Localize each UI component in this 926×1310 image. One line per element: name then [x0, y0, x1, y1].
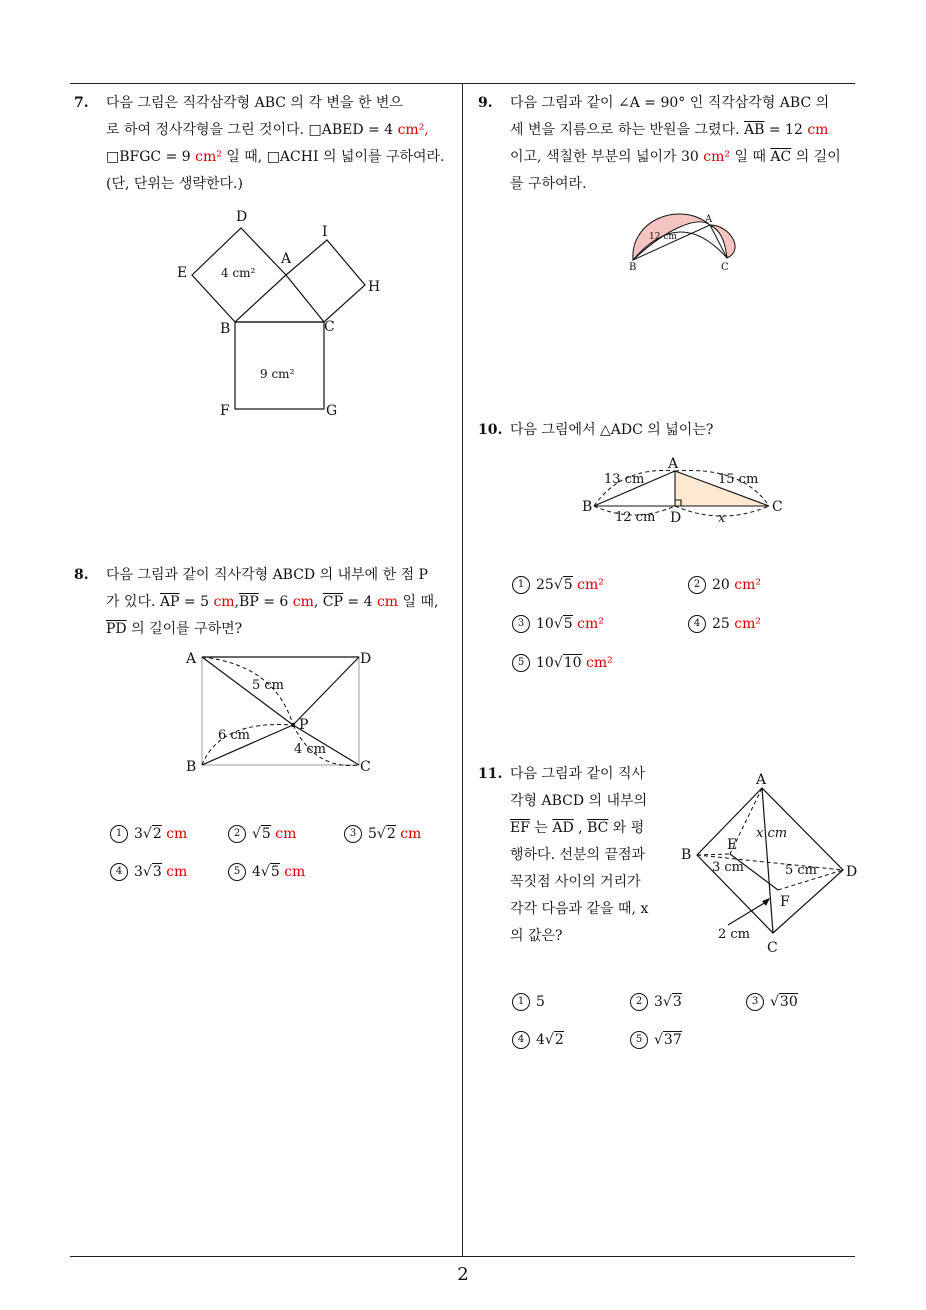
q7-text: 일 때, □ACHI 의 넓이를 구하여라.	[221, 149, 445, 165]
choice-number: 2	[688, 576, 706, 594]
unit-text: cm	[166, 826, 188, 842]
length-label-bd: 12 cm	[615, 510, 656, 525]
q8-text: 의 길이를 구하면?	[126, 621, 243, 637]
label-e: E	[727, 837, 738, 853]
q7-text: 다음 그림은 직각삼각형 ABC 의 각 변을 한 변으	[106, 95, 403, 111]
q10-figure	[582, 454, 792, 526]
choice-number: 3	[512, 615, 530, 633]
q8-text: 일 때,	[398, 594, 439, 610]
choice-coef: 3	[134, 826, 143, 842]
choice-number: 3	[746, 993, 764, 1011]
choice-coef: 4	[536, 1032, 545, 1048]
q11-choice-1[interactable]	[512, 993, 545, 1011]
q7-note: (단, 단위는 생략한다.)	[106, 176, 243, 192]
choice-radicand: 2	[152, 826, 162, 842]
choice-coef: 5	[368, 826, 377, 842]
choice-coef: 5	[536, 994, 545, 1010]
q11-choice-5[interactable]: 5 √37	[630, 1031, 682, 1049]
question-11	[478, 761, 678, 950]
label-c: C	[767, 940, 778, 956]
label-a: A	[756, 772, 767, 788]
q10-choice-4[interactable]	[688, 615, 761, 633]
unit-text: cm²	[195, 149, 222, 165]
label-c: C	[721, 262, 729, 273]
segment-cp: $\overline{CP}$	[322, 594, 343, 610]
choice-number: 3	[344, 825, 362, 843]
label-b: B	[220, 321, 231, 337]
label-b: B	[629, 262, 637, 273]
q8-choice-1[interactable]: 1 3√2 cm	[110, 825, 187, 843]
q7-text: 로 하여 정사각형을 그린 것이다. □ABED = 4	[106, 122, 394, 138]
length-label-fc: 2 cm	[718, 927, 751, 942]
question-number: 8.	[74, 567, 89, 583]
q11-text: 다음 그림과 같이 직사	[510, 766, 646, 782]
q8-figure	[180, 645, 380, 780]
segment-ab: $\overline{AB}$	[744, 122, 765, 138]
q10-choice-5[interactable]: 5 10√10 cm²	[512, 654, 613, 672]
q9-text: 다음 그림과 같이 ∠A = 90° 인 직각삼각형 ABC 의	[510, 95, 830, 111]
q7-text: □BFGC = 9	[106, 149, 191, 165]
length-label-ae: x cm	[756, 826, 788, 841]
choice-radicand: 3	[672, 994, 682, 1010]
choice-radicand: 3	[152, 864, 162, 880]
label-a: A	[281, 251, 292, 267]
q9-text: 일 때	[730, 149, 771, 165]
label-b: B	[186, 759, 197, 775]
unit-text: cm²	[577, 616, 604, 632]
choice-number: 5	[512, 654, 530, 672]
choice-radicand: 5	[270, 864, 280, 880]
label-d: D	[670, 510, 682, 526]
choice-number: 1	[110, 825, 128, 843]
choice-coef: 3	[134, 864, 143, 880]
length-label-ap: 5 cm	[252, 678, 285, 693]
question-number: 11.	[478, 766, 503, 782]
label-d: D	[236, 209, 248, 225]
unit-text: cm	[292, 594, 314, 610]
q11-text: ,	[573, 820, 588, 836]
segment-pd: $\overline{PD}$	[106, 621, 127, 637]
label-b: B	[681, 847, 692, 863]
choice-radicand: 30	[779, 994, 798, 1010]
q10-choice-1[interactable]: 1 25√5 cm²	[512, 576, 604, 594]
q11-text: 는	[529, 820, 553, 836]
unit-text: cm	[284, 864, 306, 880]
q8-text: = 5	[179, 594, 214, 610]
unit-text: cm	[166, 864, 188, 880]
unit-text: cm²	[586, 655, 613, 671]
q11-text: 의 값은?	[510, 928, 563, 944]
unit-text: cm²	[734, 577, 762, 593]
q8-text: ,	[234, 594, 240, 610]
q11-text: 행하다. 선분의 끝점과	[510, 847, 646, 863]
choice-radicand: 2	[386, 826, 396, 842]
choice-number: 2	[630, 993, 648, 1011]
choice-number: 2	[228, 825, 246, 843]
question-number: 10.	[478, 422, 503, 438]
q8-choice-3[interactable]: 3 5√2 cm	[344, 825, 421, 843]
question-9	[478, 90, 863, 198]
length-label-bp: 6 cm	[218, 728, 251, 743]
q8-choice-2[interactable]: 2 √5 cm	[228, 825, 296, 843]
segment-bp: $\overline{BP}$	[239, 594, 259, 610]
segment-bc: $\overline{BC}$	[587, 820, 609, 836]
choice-coef: 25	[712, 616, 730, 632]
q8-choice-5[interactable]: 5 4√5 cm	[228, 863, 305, 881]
q8-text: ,	[313, 594, 319, 610]
choice-number: 1	[512, 993, 530, 1011]
question-number: 7.	[74, 95, 89, 111]
length-label-dc: x	[718, 511, 726, 526]
q8-text: 다음 그림과 같이 직사각형 ABCD 의 내부에 한 점 P	[106, 567, 428, 583]
q9-text: 세 변을 지름으로 하는 반원을 그렸다.	[510, 122, 745, 138]
length-label-fd: 5 cm	[785, 863, 818, 878]
unit-text: cm	[213, 594, 235, 610]
unit-text: cm²	[734, 616, 762, 632]
q10-choice-2[interactable]	[688, 576, 761, 594]
segment-ac: $\overline{AC}$	[770, 149, 792, 165]
bottom-rule	[70, 1256, 855, 1257]
label-a: A	[705, 214, 713, 225]
choice-coef: 10	[536, 655, 554, 671]
q10-choice-3[interactable]: 3 10√5 cm²	[512, 615, 604, 633]
q7-figure	[170, 205, 390, 420]
question-10	[478, 417, 863, 444]
choice-number: 5	[630, 1031, 648, 1049]
label-b: B	[582, 499, 593, 515]
choice-radicand: 10	[563, 655, 582, 671]
choice-radicand: 5	[261, 826, 271, 842]
q11-text: 각형 ABCD 의 내부의	[510, 793, 648, 809]
label-f: F	[220, 403, 230, 419]
q8-text: = 6	[258, 594, 293, 610]
choice-coef: 25	[536, 577, 554, 593]
q11-choice-4[interactable]: 4 4√2	[512, 1031, 564, 1049]
label-c: C	[360, 759, 371, 775]
q9-text: = 12	[764, 122, 808, 138]
q11-text: 와 평	[608, 820, 645, 836]
length-label-ab: 13 cm	[604, 472, 645, 487]
choice-coef: 3	[654, 994, 663, 1010]
label-e: E	[177, 265, 188, 281]
label-d: D	[360, 651, 372, 667]
unit-text: cm	[400, 826, 422, 842]
q11-text: 꼭짓점 사이의 거리가	[510, 874, 641, 890]
choice-radicand: 2	[554, 1032, 564, 1048]
choice-coef: 4	[252, 864, 261, 880]
q9-text: 의 길이	[791, 149, 841, 165]
length-label-ab: 12 cm	[649, 232, 677, 242]
q9-figure	[625, 200, 745, 275]
question-7	[74, 90, 459, 198]
square-achi	[286, 240, 365, 322]
choice-number: 4	[688, 615, 706, 633]
label-a: A	[186, 651, 197, 667]
q9-text: 를 구하여라.	[510, 176, 587, 192]
area-label-abed: 4 cm²	[221, 266, 256, 280]
label-p: P	[299, 717, 309, 733]
q11-choice-2[interactable]: 2 3√3	[630, 993, 682, 1011]
choice-radicand: 5	[563, 577, 573, 593]
choice-number: 4	[110, 863, 128, 881]
q11-choice-3[interactable]: 3 √30	[746, 993, 798, 1011]
q10-text: 다음 그림에서 △ADC 의 넓이는?	[510, 422, 714, 438]
choice-number: 1	[512, 576, 530, 594]
unit-text: cm²	[577, 577, 604, 593]
segment-ef: $\overline{EF}$	[510, 820, 530, 836]
choice-radicand: 5	[563, 616, 573, 632]
label-i: I	[322, 224, 328, 240]
q11-text: 각각 다음과 같을 때, x	[510, 901, 649, 917]
choice-coef: 10	[536, 616, 554, 632]
length-label-be: 3 cm	[712, 860, 745, 875]
question-number: 9.	[478, 95, 493, 111]
q8-text: 가 있다.	[106, 594, 160, 610]
unit-text: cm²	[703, 149, 731, 165]
choice-coef: 20	[712, 577, 730, 593]
q8-choice-4[interactable]: 4 3√3 cm	[110, 863, 187, 881]
question-8	[74, 562, 459, 643]
column-divider	[462, 83, 463, 1256]
area-label-bfgc: 9 cm²	[260, 367, 295, 381]
unit-text: cm	[275, 826, 297, 842]
length-label-cp: 4 cm	[294, 742, 327, 757]
label-h: H	[368, 279, 381, 295]
choice-number: 5	[228, 863, 246, 881]
q9-text: 이고, 색칠한 부분의 넓이가 30	[510, 149, 704, 165]
q11-figure	[680, 770, 865, 960]
label-f: F	[780, 894, 790, 910]
unit-text: cm	[807, 122, 829, 138]
segment-ad: $\overline{AD}$	[552, 820, 574, 836]
unit-text: cm	[376, 594, 399, 610]
choice-number: 4	[512, 1031, 530, 1049]
segment-ap: $\overline{AP}$	[159, 594, 180, 610]
label-c: C	[772, 499, 783, 515]
label-c: C	[324, 319, 335, 335]
length-label-ac: 15 cm	[718, 472, 759, 487]
label-d: D	[846, 864, 858, 880]
unit-text: cm²,	[397, 122, 429, 138]
label-a: A	[668, 456, 679, 472]
choice-radicand: 37	[663, 1032, 682, 1048]
q8-text: = 4	[342, 594, 377, 610]
label-g: G	[326, 403, 338, 419]
square-bfgc	[235, 322, 324, 409]
page-number: 2	[457, 1264, 469, 1285]
